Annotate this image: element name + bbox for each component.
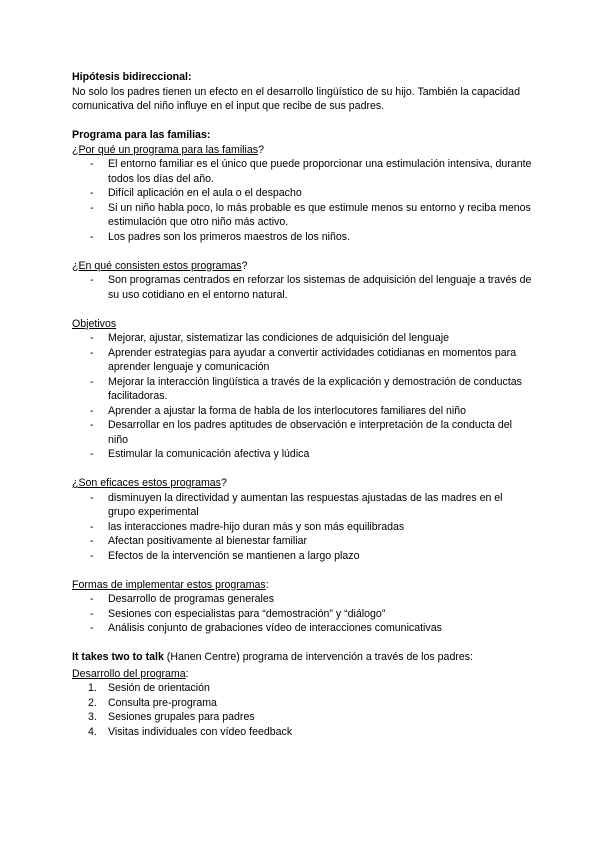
list-item: 1. Sesión de orientación: [88, 682, 210, 694]
list-item: - Sesiones con especialistas para “demostración” y “diálogo”: [72, 607, 532, 622]
desarrollo-list: [72, 681, 532, 739]
list-item: - las interacciones madre-hijo duran más y son más equilibradas: [72, 520, 532, 535]
list-item: - Análisis conjunto de grabaciones vídeo de interacciones comunicativas: [72, 621, 532, 636]
list-item: - Aprender estrategias para ayudar a convertir actividades cotidianas en momentos para aprender lenguaje y comunicación: [72, 346, 532, 375]
list-item: - disminuyen la directividad y aumentan las respuestas ajustadas de las madres en el grupo experimental: [72, 491, 532, 520]
por-que-question: ¿Por qué un programa para las familias?: [72, 143, 264, 156]
list-item: - Desarrollar en los padres aptitudes de observación e interpretación de la conducta del niño: [72, 418, 532, 447]
formas-title: Formas de implementar estos programas:: [72, 578, 269, 591]
eficaces-question: ¿Son eficaces estos programas?: [72, 477, 227, 489]
objetivos-list: [72, 331, 532, 462]
list-item: - El entorno familiar es el único que puede proporcionar una estimulación intensiva, durante todos los días del año.: [72, 157, 532, 186]
list-item: - Afectan positivamente al bienestar familiar: [72, 534, 532, 549]
hipotesis-title: Hipótesis bidireccional:: [72, 71, 192, 83]
list-item: - Si un niño habla poco, lo más probable es que estimule menos su entorno y reciba menos estimulación que otro niño más activo.: [72, 201, 532, 230]
list-item: 4. Visitas individuales con vídeo feedback: [88, 725, 293, 738]
list-item: - Desarrollo de programas generales: [72, 592, 532, 607]
objetivos-title: Objetivos: [72, 317, 117, 330]
list-item: - Los padres son los primeros maestros de los niños.: [72, 230, 532, 245]
list-item: - Mejorar la interacción lingüística a través de la explicación y demostración de conductas facilitadoras.: [72, 375, 532, 404]
list-item: - Difícil aplicación en el aula o el despacho: [72, 186, 532, 201]
list-item: - Estimular la comunicación afectiva y lúdica: [72, 447, 532, 462]
por-que-list: [72, 157, 532, 244]
consisten-question: ¿En qué consisten estos programas?: [72, 259, 248, 272]
document-page: [72, 70, 532, 739]
hipotesis-text: No solo los padres tienen un efecto en el desarrollo lingüístico de su hijo. También la capacidad comunicativa del niño influye en el input que recibe de sus padres.: [72, 85, 520, 112]
programa-title: Programa para las familias:: [72, 129, 211, 141]
desarrollo-title: Desarrollo del programa:: [72, 667, 189, 680]
list-item: 2. Consulta pre-programa: [88, 696, 217, 709]
hanen-heading: It takes two to talk (Hanen Centre) programa de intervención a través de los padres:: [72, 651, 473, 663]
consisten-list: [72, 273, 532, 302]
eficaces-list: [72, 491, 532, 564]
list-item: 3. Sesiones grupales para padres: [88, 711, 255, 723]
list-item: - Efectos de la intervención se mantienen a largo plazo: [72, 549, 532, 564]
list-item: - Son programas centrados en reforzar los sistemas de adquisición del lenguaje a través de su uso cotidiano en el entorno natural.: [72, 273, 532, 302]
formas-list: [72, 592, 532, 636]
list-item: - Aprender a ajustar la forma de habla de los interlocutores familiares del niño: [72, 404, 532, 419]
list-item: - Mejorar, ajustar, sistematizar las condiciones de adquisición del lenguaje: [72, 331, 532, 346]
